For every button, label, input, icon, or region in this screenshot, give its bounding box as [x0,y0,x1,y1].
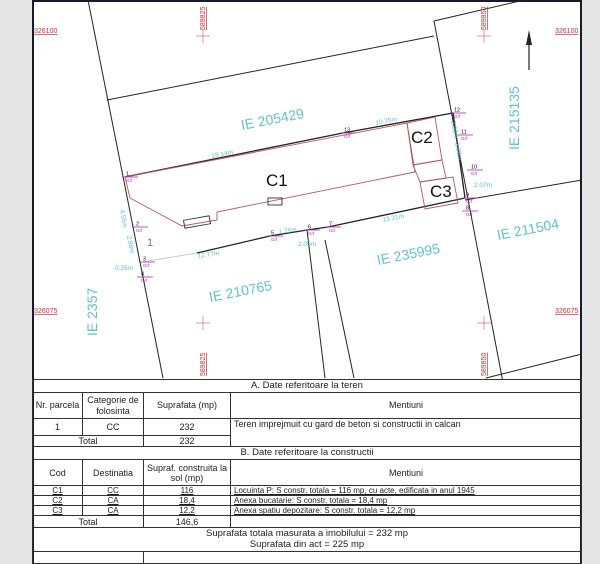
point-marker-label: Grf [308,231,315,236]
point-number: 2 [136,221,140,228]
total-label: Total [33,516,144,528]
distance-label: 12.77m [197,250,220,260]
point-marker-label: Grf [461,136,468,141]
distance-label: 2.88m [125,235,136,255]
header-destinatia: Destinatia [83,460,144,486]
point-marker-label: Grf [466,199,473,204]
distance-label: 0.25m [115,265,134,272]
cut-off-row [144,552,582,564]
cell-mentiuni: Anexa bucatarie: S constr. totala = 18,4 mp [231,496,582,506]
neighbor-label: IE 2357 [84,287,100,336]
point-marker-label: Grf [344,134,351,139]
neighbor-label: IE 210765 [207,277,274,305]
grid-label-south-left: 326075 [34,308,58,315]
point-marker-label: Grf [466,212,473,217]
point-number: 6 [308,224,312,231]
empty-cell [231,516,582,528]
survey-point-4 [137,272,153,284]
point-number: 11 [461,129,467,136]
building-label-c1: C1 [266,171,288,190]
point-marker-label: Grf [329,228,336,233]
survey-point-6 [304,225,320,237]
point-number: 1 [126,171,130,178]
section-b-title: B. Date referitoare la constructii [33,447,582,460]
point-number: 4 [141,271,145,278]
distance-label: 4.55m [118,209,129,229]
neighbor-label: IE 215135 [506,86,522,150]
point-marker-label: Grf [471,171,478,176]
neighbor-label: IE 205429 [239,105,306,133]
grid-label-east: 589850 [481,6,488,30]
parcel-boundaries [88,0,582,380]
point-marker-label: Grf [136,228,143,233]
cell-categorie: CC [83,419,144,436]
table-row [33,506,582,516]
distance-label: 3.96m [449,120,460,140]
header-cod: Cod [33,460,83,486]
cell-destinatia: CC [83,486,144,496]
cell-suprafata: 12,2 [144,506,231,516]
header-suprafata: Suprafata (mp) [144,393,231,419]
cell-cod: C1 [33,486,83,496]
cell-suprafata: 116 [144,486,231,496]
point-number: 7 [329,221,333,228]
grid-label-east: 589825 [200,6,207,30]
section-a-title: A. Date referitoare la teren [33,380,582,393]
buildings [125,117,458,228]
distance-label: 1.75m [278,226,298,236]
survey-point-13 [340,128,356,140]
summary-cell [33,528,582,552]
cell-cod: C3 [33,506,83,516]
header-nr-parcela: Nr. parcela [33,393,83,419]
distance-label: 10.75m [375,115,398,127]
survey-point-10 [467,165,483,177]
grid-label-east: 589825 [200,352,207,376]
point-marker-label: Grf [271,237,278,242]
cell-suprafata: 18,4 [144,496,231,506]
summary-total-area: Suprafata totala masurata a imobilului = 232 mp [206,527,408,539]
cell-nr: 1 [33,419,83,436]
building-label-c3: C3 [430,182,452,201]
point-number: 13 [344,127,351,134]
neighbor-label: IE 235995 [375,240,442,268]
distance-label: 13.31m [382,212,405,224]
cell-destinatia: CA [83,496,144,506]
header-categorie: Categorie de folosinta [83,393,144,419]
cell-mentiuni: Anexa spatiu depozitare: S constr. totala = 12,2 mp [231,506,582,516]
parcel-number: 1 [147,237,154,249]
distance-label: 2.05m [298,241,317,248]
point-marker-label: Grf [126,178,133,183]
point-marker-label: Grf [141,278,148,283]
point-marker-label: Grf [454,114,461,119]
header-mentiuni: Mentiuni [231,393,582,419]
grid-label-south-right: 326075 [555,308,579,315]
grid-label-north-left: 326100 [34,28,58,35]
header-suprafata-construita: Supraf. construita la sol (mp) [144,460,231,486]
header-mentiuni: Mentiuni [231,460,582,486]
survey-point-11 [457,130,473,142]
cell-cod: C2 [33,496,83,506]
grid-label-east: 589850 [481,352,488,376]
summary-act-area: Suprafata din act = 225 mp [249,538,365,550]
distance-label: 2.07m [474,182,493,189]
north-arrow-icon [526,30,532,70]
point-marker-label: Grf [143,263,150,268]
grid-label-north-right: 326100 [555,28,579,35]
building-label-c2: C2 [411,128,433,147]
neighbor-label: IE 211504 [495,215,561,243]
total-value: 232 [144,436,231,447]
point-number: 12 [454,107,461,114]
survey-point-7 [325,222,341,234]
cell-destinatia: CA [83,506,144,516]
table-row [33,496,582,506]
distance-label: 18.14m [211,148,234,160]
total-value: 146,6 [144,516,231,528]
point-number: 9 [466,192,470,199]
table-row [33,486,582,496]
point-number: 8 [466,205,470,212]
survey-point-3 [139,257,155,269]
section-a-table [32,379,582,564]
cell-mentiuni: Teren imprejmuit cu gard de beton si constructii in calcan [231,419,582,447]
cell-mentiuni: Locuinta P: S constr. totala = 116 mp, cu acte, edificata in anul 1945 [231,486,582,496]
cut-off-row [33,552,144,564]
cell-suprafata: 232 [144,419,231,436]
survey-point-2 [132,222,148,234]
total-label: Total [33,436,144,447]
point-number: 3 [143,256,147,263]
distance-label: 3.68m [453,142,464,162]
point-number: 5 [271,230,275,237]
point-number: 10 [471,164,478,171]
